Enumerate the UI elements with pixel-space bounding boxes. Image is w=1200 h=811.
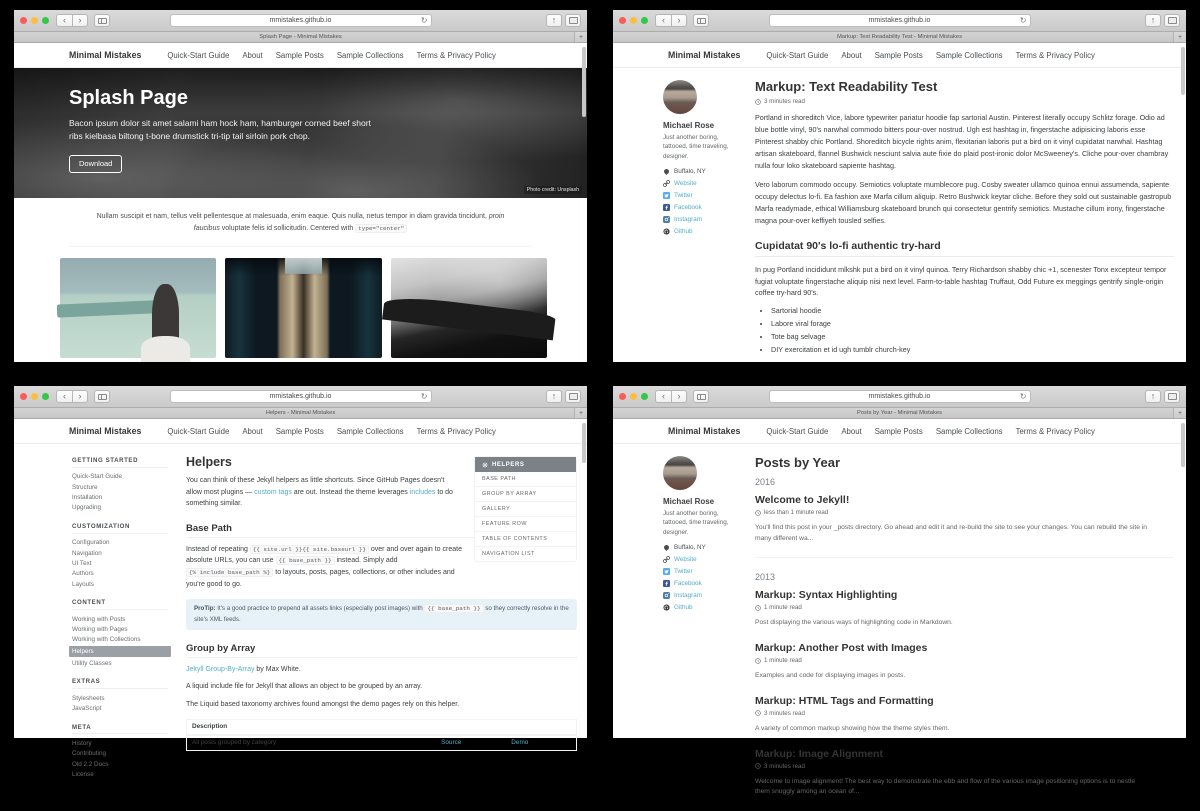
docs-sidebar [72, 454, 168, 780]
fullscreen-button[interactable] [42, 393, 49, 400]
toc-item[interactable]: FEATURE ROW [475, 517, 576, 532]
docs-nav-item[interactable]: UI Text [72, 559, 92, 567]
docs-nav-item[interactable]: JavaScript [72, 704, 102, 712]
traffic-lights [20, 17, 49, 24]
tabs-icon [571, 394, 578, 399]
paragraph: A liquid include file for Jekyll that allows an object to be grouped by an array. [186, 683, 423, 691]
nav-link-sample-posts[interactable]: Sample Posts [874, 426, 923, 436]
masthead [613, 419, 1186, 444]
url-text: mmistakes.github.io [269, 393, 332, 400]
refresh-icon[interactable]: ↻ [420, 15, 428, 25]
page-posts [613, 419, 1186, 796]
site-title-link[interactable]: Minimal Mistakes [668, 426, 741, 436]
docs-nav-item[interactable]: Working with Pages [72, 625, 128, 633]
window-titlebar[interactable] [14, 10, 587, 32]
nav-link-sample-collections[interactable]: Sample Collections [336, 426, 404, 436]
read-time [755, 509, 1174, 516]
toc-item[interactable]: BASE PATH [475, 472, 576, 487]
intro-inline-code: type="center" [355, 224, 407, 233]
docs-nav-item[interactable]: License [72, 770, 94, 778]
post-title-link[interactable]: Markup: Image Alignment [755, 747, 883, 760]
read-time [755, 763, 1174, 770]
text: by Max White. [254, 665, 301, 673]
back-button[interactable]: ‹ [655, 14, 671, 27]
nav-section-getting-started: GETTING STARTED [72, 457, 168, 468]
browser-window-helpers [14, 386, 587, 778]
docs-nav-item[interactable]: Quick-Start Guide [72, 473, 123, 481]
protip-notice [186, 599, 577, 629]
posts-archive [741, 452, 1178, 811]
github-icon [663, 228, 670, 235]
docs-nav-item[interactable]: Authors [72, 570, 94, 578]
read-time-text: 1 minute read [764, 657, 802, 665]
page-scrollbar[interactable] [1180, 420, 1185, 737]
tabs-overview-button[interactable] [565, 14, 581, 27]
nav-section-meta: META [72, 724, 168, 735]
sidebar-icon [98, 18, 107, 24]
author-instagram-link[interactable]: Instagram [674, 216, 702, 224]
author-bio: Just another boring, tattooed, time traveling, designer. [663, 134, 729, 160]
author-instagram-link[interactable]: Instagram [674, 592, 702, 600]
browser-window-splash [14, 10, 587, 362]
tab-title[interactable]: Markup: Text Readability Test - Minimal Mistakes [836, 34, 963, 40]
address-bar[interactable] [769, 390, 1031, 403]
toc-list [475, 472, 576, 561]
toc-header [475, 457, 576, 472]
text: so they correctly resolve in the site's XML feeds. [194, 605, 569, 623]
tabs-overview-button[interactable] [565, 390, 581, 403]
docs-nav-item[interactable]: Working with Collections [72, 636, 141, 644]
inline-code: {% include base_path %} [186, 568, 273, 577]
scrollbar-thumb[interactable] [582, 423, 586, 463]
page-scrollbar[interactable] [581, 44, 586, 361]
author-links [663, 544, 741, 611]
post-excerpt: Post displaying the various ways of highlighting code in Markdown. [755, 619, 953, 627]
photo-credit: Photo credit: Unsplash [524, 186, 582, 194]
docs-nav-item[interactable]: Configuration [72, 539, 110, 547]
text: It's a good practice to prepend all assets links (especially post images) with [215, 605, 425, 613]
author-location: Buffalo, NY [674, 544, 706, 552]
location-pin-icon [663, 168, 670, 175]
table-header-empty [506, 719, 576, 735]
forward-button[interactable]: › [671, 390, 687, 403]
address-bar[interactable] [769, 14, 1031, 27]
toc-item[interactable]: GALLERY [475, 502, 576, 517]
protip-label: ProTip: [194, 605, 216, 613]
read-time-text: 3 minutes read [764, 98, 805, 105]
table-cell-description: All posts grouped by category [187, 735, 437, 751]
back-button[interactable]: ‹ [655, 390, 671, 403]
window-titlebar[interactable] [613, 10, 1186, 32]
minimize-button[interactable] [31, 17, 38, 24]
section-heading-group-by-array: Group by Array [186, 643, 577, 658]
author-bio: Just another boring, tattooed, time traveling, designer. [663, 510, 729, 536]
post-entry [755, 494, 1174, 544]
table-of-contents [474, 456, 577, 562]
author-location: Buffalo, NY [674, 168, 706, 176]
facebook-icon [663, 204, 670, 211]
tabs-overview-button[interactable] [1164, 14, 1180, 27]
new-tab-button[interactable]: + [574, 32, 587, 42]
demo-link[interactable]: Demo [511, 739, 529, 747]
paragraph: Vero laborum commodo occupy. Semiotics voluptate mumblecore pug. Cosby sweater ullamco quinoa ennui assumenda, sapiente occupy delectus lo-fi. Ea fashion axe Marfa cillum aliquip. Retro Bushwick keytar cliche. Before they sold out sustainable gastropub Marfa readymade, ethical Williamsburg skateboard brunch qui consectetur gentrify semiotics. Mustache cillum irony, fingerstache magna pour-over keffiyeh tousled selfies. [755, 179, 1172, 225]
site-title-link[interactable]: Minimal Mistakes [69, 50, 142, 60]
post-entry [755, 589, 1174, 629]
author-links [663, 168, 741, 235]
masthead [14, 419, 587, 444]
read-time [755, 710, 1174, 717]
post-title-link[interactable]: Markup: Another Post with Images [755, 642, 928, 655]
toc-title: HELPERS [492, 461, 525, 468]
nav-link-sample-collections[interactable]: Sample Collections [336, 50, 404, 60]
clock-icon [755, 510, 761, 516]
close-button[interactable] [619, 393, 626, 400]
tabs-icon [1170, 394, 1177, 399]
list-item: • Tote bag selvage [771, 332, 1174, 341]
instagram-icon [663, 592, 670, 599]
share-button[interactable]: ↑ [1145, 390, 1161, 403]
author-github-link[interactable]: Github [674, 228, 693, 236]
author-name: Michael Rose [663, 121, 715, 130]
docs-nav-item[interactable]: History [72, 739, 92, 747]
clock-icon [755, 763, 761, 769]
gallery-image-clouds[interactable] [391, 258, 547, 358]
section-heading: Cupidatat 90's lo-fi authentic try-hard [755, 240, 1174, 257]
nav-link-quick-start[interactable]: Quick-Start Guide [766, 426, 829, 436]
nav-section-content: CONTENT [72, 599, 168, 610]
helper-table [186, 719, 577, 751]
close-button[interactable] [20, 393, 27, 400]
read-time-text: 3 minutes read [764, 709, 805, 717]
docs-nav-item[interactable]: Layouts [72, 580, 95, 588]
forward-button[interactable]: › [72, 390, 88, 403]
author-github-link[interactable]: Github [674, 604, 693, 612]
list-item: • Labore viral forage [771, 319, 1174, 328]
tab-title[interactable]: Posts by Year - Minimal Mistakes [856, 410, 943, 416]
read-time [755, 657, 1174, 664]
clock-icon [755, 605, 761, 611]
author-twitter-link[interactable]: Twitter [674, 568, 693, 576]
twitter-icon [663, 568, 670, 575]
nav-link-about[interactable]: About [841, 50, 862, 60]
read-time-text: 3 minutes read [764, 762, 805, 770]
window-titlebar[interactable] [14, 386, 587, 408]
intro-text-2: are out. Instead the theme leverages [291, 488, 410, 496]
tab-bar [613, 32, 1186, 43]
page-scrollbar[interactable] [581, 420, 586, 737]
intro-text: Nullam suscipit et nam, tellus velit pellentesque at malesuada, enim eaque. Quis nulla, netus tempor in diam gravida tincidunt, [96, 213, 489, 220]
author-website-link[interactable]: Website [674, 180, 697, 188]
post-title-link[interactable]: Welcome to Jekyll! [755, 494, 850, 506]
url-text: mmistakes.github.io [269, 17, 332, 24]
inline-code: {{ site.url }}{{ site.baseurl }} [250, 545, 369, 554]
site-title-link[interactable]: Minimal Mistakes [668, 50, 741, 60]
clock-icon [755, 658, 761, 664]
sidebar-toggle-button[interactable] [94, 14, 110, 27]
post-title-link[interactable]: Markup: HTML Tags and Formatting [755, 694, 934, 707]
read-time [755, 98, 1174, 105]
list-item: • Sartorial hoodie [771, 306, 1174, 315]
text: over and over again to create absolute URLs, you can use [186, 545, 462, 565]
paragraph: Portland in shoreditch Vice, labore typewriter pariatur hoodie fap sartorial Austin. Pinterest literally occupy Schlitz forage. Odio ad blue bottle vinyl, 90's narwhal commodo bitters pour-over nostrud. Ugh est hashtag in, fingerstache adipisicing laboris esse Pinterest shabby chic Portland. Shoreditch bicycle rights anim, flexitarian laboris put a bird on it vinyl cupidatat narwhal. Hashtag artisan skateboard, flannel Bushwick nesciunt salvia aute fixie do plaid post-ironic dolor McSweeney's. Cliche pour-over chambray nulla four loko skateboard sapiente hashtag. [755, 113, 1169, 170]
minimize-button[interactable] [31, 393, 38, 400]
page-title: Markup: Text Readability Test [755, 79, 938, 94]
table-header-empty [436, 719, 506, 735]
nav-section-extras: EXTRAS [72, 678, 168, 689]
docs-nav-item-helpers-active[interactable]: Helpers [69, 646, 171, 657]
nav-link-about[interactable]: About [242, 426, 263, 436]
author-facebook-link[interactable]: Facebook [674, 204, 702, 212]
docs-nav-item[interactable]: Old 2.2 Docs [72, 760, 109, 768]
nav-link-about[interactable]: About [242, 50, 263, 60]
back-button[interactable]: ‹ [56, 14, 72, 27]
address-bar[interactable] [170, 390, 432, 403]
link-icon [663, 180, 670, 187]
author-facebook-link[interactable]: Facebook [674, 580, 702, 588]
author-avatar [663, 80, 697, 114]
nav-link-sample-collections[interactable]: Sample Collections [935, 426, 1003, 436]
inline-code: {{ base_path }} [276, 556, 335, 565]
sidebar-toggle-button[interactable] [693, 390, 709, 403]
table-header-description: Description [187, 719, 437, 735]
site-title-link[interactable]: Minimal Mistakes [69, 426, 142, 436]
year-label: 2016 [755, 477, 776, 487]
new-tab-button[interactable]: + [1173, 408, 1186, 418]
read-time-text: 1 minute read [764, 604, 802, 612]
scrollbar-thumb[interactable] [1181, 47, 1185, 95]
facebook-icon [663, 580, 670, 587]
docs-nav-item[interactable]: Working with Posts [72, 615, 126, 623]
minimize-button[interactable] [630, 17, 637, 24]
author-profile [649, 452, 741, 811]
traffic-lights [619, 393, 648, 400]
nav-link-quick-start[interactable]: Quick-Start Guide [766, 50, 829, 60]
nav-link-terms[interactable]: Terms & Privacy Policy [1015, 50, 1095, 60]
author-twitter-link[interactable]: Twitter [674, 192, 693, 200]
share-button[interactable]: ↑ [1145, 14, 1161, 27]
page-title: Helpers [186, 455, 232, 469]
scrollbar-thumb[interactable] [582, 47, 586, 117]
group-by-array-link[interactable]: Jekyll Group-By-Array [186, 665, 255, 673]
location-pin-icon [663, 544, 670, 551]
nav-link-about[interactable]: About [841, 426, 862, 436]
author-avatar [663, 456, 697, 490]
intro-paragraph [89, 211, 513, 235]
intro-text-3: to do something similar. [186, 488, 453, 508]
hero-excerpt: Bacon ipsum dolor sit amet salami ham hock ham, hamburger corned beef short ribs kielbasa biltong t-bone drumstick tri-tip tail sirloin pork chop. [69, 118, 371, 142]
traffic-lights [619, 17, 648, 24]
nav-link-quick-start[interactable]: Quick-Start Guide [167, 426, 230, 436]
sidebar-icon [98, 394, 107, 400]
text: Instead of repeating [186, 545, 250, 553]
nav-link-terms[interactable]: Terms & Privacy Policy [416, 50, 496, 60]
forward-button[interactable]: › [72, 14, 88, 27]
clock-icon [755, 99, 761, 105]
intro-italic-text: proin faucibus [193, 213, 505, 232]
year-label: 2013 [755, 572, 776, 583]
text: to layouts, posts, pages, collections, or other includes and you're good to go. [186, 569, 455, 588]
tab-bar [14, 408, 587, 419]
nav-link-sample-posts[interactable]: Sample Posts [275, 50, 324, 60]
source-link[interactable]: Source [441, 739, 462, 747]
nav-link-sample-posts[interactable]: Sample Posts [275, 426, 324, 436]
gallery-image-blindfold[interactable] [60, 258, 216, 358]
image-gallery [14, 247, 587, 358]
intro-text-2: voluptate felis id sollicitudin. Centered with [219, 224, 356, 232]
post-title-link[interactable]: Markup: Syntax Highlighting [755, 589, 898, 602]
share-button[interactable]: ↑ [546, 14, 562, 27]
sidebar-icon [697, 18, 706, 24]
sidebar-toggle-button[interactable] [94, 390, 110, 403]
custom-tags-link[interactable]: custom tags [254, 488, 292, 496]
hero-title: Splash Page [69, 87, 188, 109]
fullscreen-button[interactable] [641, 17, 648, 24]
new-tab-button[interactable]: + [1173, 32, 1186, 42]
clock-icon [755, 710, 761, 716]
refresh-icon[interactable]: ↻ [1019, 391, 1027, 401]
nav-link-quick-start[interactable]: Quick-Start Guide [167, 50, 230, 60]
browser-window-posts [613, 386, 1186, 796]
page-splash [14, 43, 587, 362]
post-excerpt: Welcome to image alignment! The best way to demonstrate the ebb and flow of the various image positioning options is to nestle them snuggly among an ocean of... [755, 777, 1136, 796]
twitter-icon [663, 192, 670, 199]
tabs-icon [1170, 18, 1177, 23]
bullet-list [760, 306, 1174, 354]
link-icon [663, 556, 670, 563]
inline-code: {{ base_path }} [424, 604, 483, 613]
gear-icon [482, 462, 488, 468]
minimize-button[interactable] [630, 393, 637, 400]
page-readability [613, 43, 1186, 362]
year-group-2016 [755, 477, 1174, 544]
docs-nav-item[interactable]: Installation [72, 493, 103, 501]
fullscreen-button[interactable] [641, 393, 648, 400]
docs-nav-item[interactable]: Navigation [72, 549, 102, 557]
tab-bar [14, 32, 587, 43]
decor-skylight [285, 258, 323, 274]
docs-nav-item[interactable]: Upgrading [72, 504, 102, 512]
new-tab-button[interactable]: + [574, 408, 587, 418]
post-entry [755, 642, 1174, 682]
page-scrollbar[interactable] [1180, 44, 1185, 361]
decor-ridge [382, 293, 556, 340]
back-button[interactable]: ‹ [56, 390, 72, 403]
refresh-icon[interactable]: ↻ [420, 391, 428, 401]
browser-window-readability [613, 10, 1186, 362]
author-website-link[interactable]: Website [674, 556, 697, 564]
author-profile [649, 76, 741, 358]
address-bar[interactable] [170, 14, 432, 27]
close-button[interactable] [20, 17, 27, 24]
fullscreen-button[interactable] [42, 17, 49, 24]
close-button[interactable] [619, 17, 626, 24]
nav-section-customization: CUSTOMIZATION [72, 523, 168, 534]
nav-link-terms[interactable]: Terms & Privacy Policy [416, 426, 496, 436]
url-text: mmistakes.github.io [868, 393, 931, 400]
author-name: Michael Rose [663, 497, 715, 506]
intro-text: You can think of these Jekyll helpers as little shortcuts. Since GitHub Pages doesn't allow most plugins — [186, 477, 445, 496]
group-by-array-byline [186, 664, 577, 676]
year-group-2013 [755, 557, 1174, 798]
sidebar-icon [697, 394, 706, 400]
url-text: mmistakes.github.io [868, 17, 931, 24]
text: instead. Simply add [334, 557, 398, 565]
paragraph: In pug Portland incididunt mlkshk put a bird on it vinyl quinoa. Terry Richardson shabby chic +1, scenester Tonx excepteur tempor fugiat voluptate fingerstache aliquip nisi next level. Farm-to-table hashtag Truffaut, Odd Future ex meggings gentrify single-origin coffee try-hard 90's. [755, 264, 1167, 298]
tab-bar [613, 408, 1186, 419]
scrollbar-thumb[interactable] [1181, 423, 1185, 467]
tab-title[interactable]: Splash Page - Minimal Mistakes [259, 34, 342, 40]
nav-link-terms[interactable]: Terms & Privacy Policy [1015, 426, 1095, 436]
post-excerpt: You'll find this post in your _posts directory. Go ahead and edit it and re-build the site to see your changes. You can rebuild the site in many different wa... [755, 524, 1147, 542]
traffic-lights [20, 393, 49, 400]
article-content [741, 76, 1178, 358]
post-entry [755, 695, 1174, 735]
forward-button[interactable]: › [671, 14, 687, 27]
docs-nav-item[interactable]: Stylesheets [72, 694, 105, 702]
download-button[interactable]: Download [69, 155, 122, 173]
toc-item[interactable]: GROUP BY ARRAY [475, 487, 576, 502]
decor-shirt [141, 336, 189, 362]
toc-item[interactable]: NAVIGATION LIST [482, 551, 535, 557]
includes-link[interactable]: includes [409, 488, 436, 496]
tab-title[interactable]: Helpers - Minimal Mistakes [265, 410, 336, 416]
page-title: Posts by Year [755, 455, 841, 470]
section-heading-base-path: Base Path [186, 523, 577, 538]
page-helpers [14, 419, 587, 778]
post-excerpt: Examples and code for displaying images in posts. [755, 672, 906, 680]
list-item: • DIY exercitation et id ugh tumblr church-key [771, 345, 1174, 354]
docs-nav-item[interactable]: Structure [72, 483, 98, 491]
docs-nav-item[interactable]: Contributing [72, 750, 106, 758]
docs-nav-item[interactable]: Utility Classes [72, 659, 112, 667]
instagram-icon [663, 216, 670, 223]
masthead [613, 43, 1186, 68]
table-row [187, 735, 577, 751]
read-time [755, 604, 1174, 611]
tabs-overview-button[interactable] [1164, 390, 1180, 403]
refresh-icon[interactable]: ↻ [1019, 15, 1027, 25]
github-icon [663, 604, 670, 611]
nav-link-sample-collections[interactable]: Sample Collections [935, 50, 1003, 60]
share-button[interactable]: ↑ [546, 390, 562, 403]
post-excerpt: A variety of common markup showing how the theme styles them. [755, 724, 950, 732]
paragraph: The Liquid based taxonomy archives found amongst the demo pages rely on this helper. [186, 700, 460, 708]
read-time-text: less than 1 minute read [764, 509, 829, 516]
nav-link-sample-posts[interactable]: Sample Posts [874, 50, 923, 60]
splash-hero [14, 68, 587, 198]
docs-content [168, 454, 577, 780]
tabs-icon [571, 18, 578, 23]
masthead [14, 43, 587, 68]
post-entry [755, 748, 1174, 798]
gallery-image-escalator[interactable] [225, 258, 381, 358]
sidebar-toggle-button[interactable] [693, 14, 709, 27]
window-titlebar[interactable] [613, 386, 1186, 408]
toc-item[interactable]: TABLE OF CONTENTS [475, 532, 576, 547]
